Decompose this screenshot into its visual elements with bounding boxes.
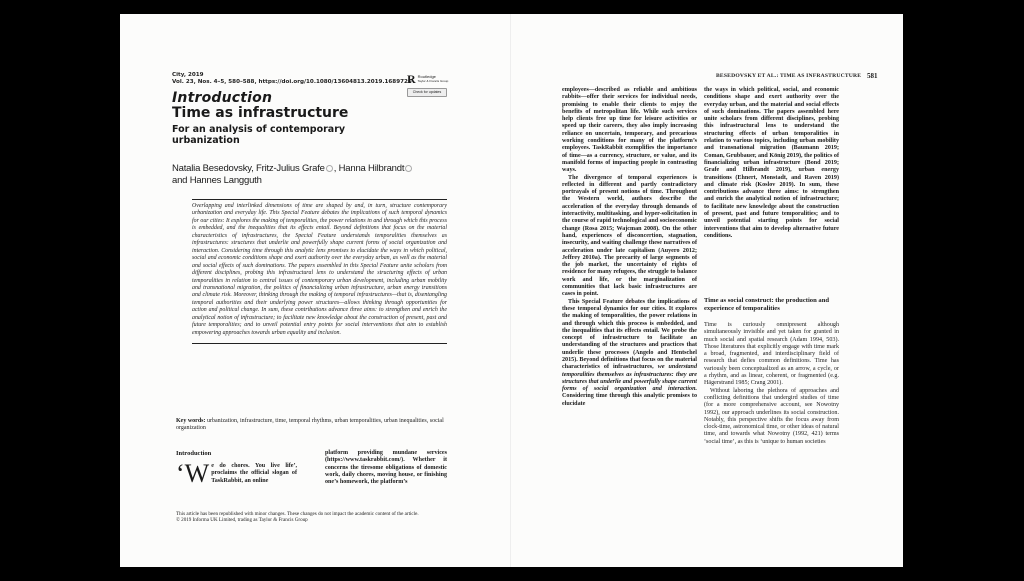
section-label: Introduction <box>172 90 273 106</box>
paragraph: The divergence of temporal experiences is reflected in different and partly contradictory portrayals of present notions of time. Throughout the Western world, authors describe the acceleration of the everyday through demands of interactivity, multitasking, and hyper-solicitation in the course of rapid technological and socioeconomic change (Rosa 2015; Wajcman 2008). On the other hand, experiences of disconcertion, stagnation, insecurity, and waiting challenge these narratives of acceleration under late capitalism (Auyero 2012; Jeffrey 2010a). The precarity of large segments of the job market, the uncertainty of rights of residence for many refugees, the struggle to balance work and life, or the marginalization of communities that lack basic infrastructures are cases in point. <box>562 174 697 298</box>
left-page <box>120 14 510 567</box>
body-column-2: the ways in which political, social, and economic conditions shape and exert authority over the everyday urban, and the material and social effects of such dominations. The papers assembled here unite scholars from different disciplines, probing this infrastructural lens to understand the structuring effects of urban temporalities in relation to various topics, including urban mobility and transnational migration (Baumann 2019; Coman, Grubbauer, and König 2019), the politics of financializing urban infrastructure (Bond 2019; Grafe and Hilbrandt 2019), urban energy transitions (Ehnert, Monstadt, and Raven 2019) and climate risk (Koslov 2019). In sum, these contributions advance three aims: to strengthen and enrich the analytical notion of infrastructure; to facilitate new knowledge about the construction of present, past and future temporalities; and to unveil potential starting points for social interventions that aim to develop alternative future conditions. <box>704 87 839 239</box>
author-names-1: Natalia Besedovsky, Fritz-Julius Grafe <box>172 163 325 174</box>
drop-cap: ‘W <box>176 459 210 488</box>
author-list <box>172 163 432 186</box>
author-names-3: and Hannes Langguth <box>172 174 262 186</box>
paragraph: Time is curiously omnipresent although simultaneously invisible and yet taken for granted in much social and spatial research (Adam 1994, 503). Those literatures that explicitly engage with time mark a broad, fragmented, and interdisciplinary field of research that defies common definitions. Time has variously been conceptualized as an arrow, a cycle, or a rhythm, and as linear, coherent, or fragmented (e.g. Hägerstrand 1985; Crang 2001). <box>704 322 839 387</box>
keywords-list: urbanization, infrastructure, time, temporal rhythms, urban temporalities, urban inequalities, social organization <box>176 418 444 432</box>
journal-line: City, 2019 <box>172 72 204 78</box>
orcid-icon[interactable] <box>405 165 412 172</box>
intro-text: e do chores. You live life’, proclaims the official slogan of TaskRabbit, an online <box>211 463 297 484</box>
orcid-icon[interactable] <box>326 165 333 172</box>
journal-spread <box>120 14 903 567</box>
publisher-name: Routledge <box>417 74 436 79</box>
paragraph <box>562 299 697 408</box>
routledge-logo-icon: R <box>407 72 416 86</box>
citation-line[interactable]: Vol. 23, Nos. 4–5, 580–588, https://doi.org/10.1080/13604813.2019.1689726 <box>172 79 412 85</box>
section-heading: Time as social construct: the production and experience of temporalities <box>704 297 830 312</box>
republish-note: This article has been republished with minor changes. These changes do not impact the academic content of the article. <box>176 511 419 517</box>
running-head: BESEDOVSKY ET AL.: TIME AS INFRASTRUCTURE <box>716 73 862 79</box>
publisher-logo <box>407 74 448 84</box>
keywords <box>176 418 446 433</box>
intro-column-2: platform providing mundane services (https://www.taskrabbit.com/). Whether it concerns the tiresome obligations of domestic work, daily chores, moving house, or finishing one’s homework, the platform’s <box>325 450 447 486</box>
paragraph: Without laboring the plethora of approaches and conflicting definitions that undergird studies of time (for a more comprehensive account, see Nowotny 1992), our approach underlines its social construction. Notably, this perspective shifts the focus away from clock-time, astronomical time, or other ideas of natural time, and towards what Nowotny (1992, 421) terms ‘social time’, as this is ‘unique to human societies <box>704 387 839 445</box>
author-names-2: , Hanna Hilbrandt <box>333 163 405 174</box>
intro-heading: Introduction <box>176 450 212 457</box>
body-column-2-lower <box>704 322 839 446</box>
article-subtitle: For an analysis of contemporary urbanization <box>172 124 346 146</box>
paragraph-text: This Special Feature debates the implications of these temporal dynamics for our cities. It explores the making of temporalities, the power relations in and through which this process is embedded, and the inequalities that its effects entail. We probe the concept of infrastructure to facilitate an understanding of the structures and practices that underlie these processes (Angelo and Hentschel 2015). Beyond definitions that focus on the material characteristics of infrastructures, <box>562 298 697 371</box>
right-page <box>511 14 903 567</box>
check-for-updates-button[interactable]: Check for updates <box>407 88 447 97</box>
emphasis-text: we understand temporalities themselves as infrastructures: they are structures that underlie and powerfully shape current forms of social organization and interaction. <box>562 364 697 393</box>
paragraph: employees—described as reliable and ambitious rabbits—offer their services for individual needs, promising to enable their clients to enjoy the benefits of metropolitan life. While such services help clients free up time for leisure activities or speed up their careers, they also imply increasing reliance on uncertain, temporary, and precarious working conditions for many of the platform’s employees. TaskRabbit exemplifies the importance of time—as a currency, structure, or value, and its manifold forms of impacting people in contrasting ways. <box>562 87 697 174</box>
intro-paragraph <box>176 459 297 488</box>
footnote <box>176 511 476 524</box>
keywords-label: Key words: <box>176 418 206 424</box>
copyright-note: © 2019 Informa UK Limited, trading as Taylor & Francis Group <box>176 517 308 524</box>
article-title: Time as infrastructure <box>172 105 349 121</box>
citation-block <box>172 72 412 86</box>
paragraph-text: Considering time through this analytic promises to elucidate <box>562 393 697 407</box>
body-column-1 <box>562 87 697 408</box>
page-number: 581 <box>867 72 878 80</box>
abstract: Overlapping and interlinked dimensions of time are shaped by and, in turn, structure contemporary urbanization and everyday life. This Special Feature debates the implications of such temporal dynamics for our cities: It explores the making of temporalities, the power relations in and through which this process is embedded, and the inequalities that its effects entail. Beyond definitions that focus on the material characteristics of infrastructures, the Special Feature understands temporalities themselves as infrastructures: structures that underlie and powerfully shape current forms of social organization and interaction. Considering time through this analytic lens promises to elucidate the ways in which political, social and economic conditions shape and exert authority over the everyday urban, as well as the material and social effects of such dominations. The papers assembled in this Special Feature unite scholars from different disciplines, probing this infrastructural lens to understand the structuring effects of urban temporalities in relation to central issues of contemporary urban development, including urban mobility and transnational migration, the politics of financializing urban infrastructure, urban energy transitions and climate risk. Moreover, thinking through the making of temporal infrastructures—that is, disentangling temporal authorities and their underlying power structures—allows thinking through opportunities for action and political change. In sum, these contributions advance three aims: to strengthen and enrich the analytical notion of infrastructure; to facilitate new knowledge about the construction of present, past and future temporalities; and to unveil potential entry points for social interventions that aim to establish empowering approaches towards urban equality and inclusion. <box>192 199 447 344</box>
publisher-tagline: Taylor & Francis Group <box>417 79 449 83</box>
